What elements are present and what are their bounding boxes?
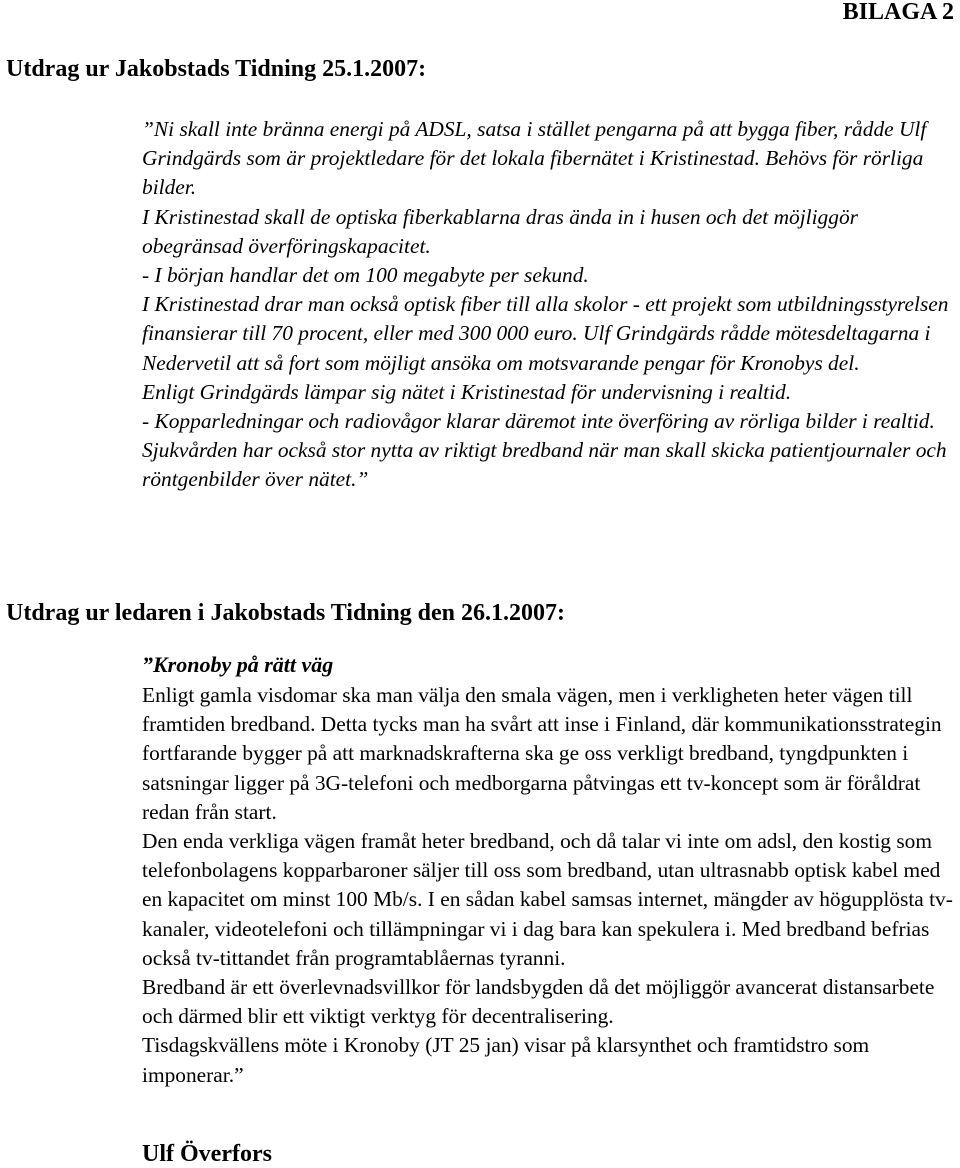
section-heading-jt-25-1: Utdrag ur Jakobstads Tidning 25.1.2007: <box>6 56 427 82</box>
editorial-paragraph: Den enda verkliga vägen framåt heter bredband, och då talar vi inte om adsl, den kostig som telefonbolagens kopparbaroner säljer till oss som bredband, utan ultrasnabb optisk kabel med en kapacitet om minst 100 Mb/s. I en sådan kabel samsas internet, mängder av högupplösta tv-kanaler, videotelefoni och tillämpningar vi i dag bara kan spekulera i. Med bredband befrias också tv-tittandet från programtablåernas tyranni. <box>142 829 953 970</box>
quote-paragraph: - Kopparledningar och radiovågor klarar däremot inte överföring av rörliga bilder i realtid. <box>142 409 935 434</box>
quote-paragraph: I Kristinestad drar man också optisk fiber till alla skolor - ett projekt som utbildningsstyrelsen finansierar till 70 procent, eller med 300 000 euro. Ulf Grindgärds rådde mötesdeltagarna i Nedervetil att så fort som möjligt ansöka om motsvarande pengar för Kronobys del. <box>142 292 949 375</box>
quote-paragraph: ”Ni skall inte bränna energi på ADSL, satsa i stället pengarna på att bygga fiber, rådde Ulf Grindgärds som är projektledare för det lokala fibernätet i Kristinestad. Behövs för rörliga bilder. <box>142 117 927 200</box>
editorial-paragraph: Tisdagskvällens möte i Kronoby (JT 25 jan) visar på klarsynthet och framtidstro som imponerar.” <box>142 1033 870 1087</box>
quote-paragraph: - I början handlar det om 100 megabyte per sekund. <box>142 263 589 288</box>
editorial-title: ”Kronoby på rätt väg <box>142 652 334 677</box>
quote-paragraph: Sjukvården har också stor nytta av riktigt bredband när man skall skicka patientjournaler och röntgenbilder över nätet.” <box>142 438 947 492</box>
editorial-quote <box>142 650 957 1090</box>
quote-paragraph: I Kristinestad skall de optiska fiberkablarna dras ända in i husen och det möjliggör obegränsad överföringskapacitet. <box>142 204 858 258</box>
news-quote <box>142 115 957 495</box>
section-heading-editorial: Utdrag ur ledaren i Jakobstads Tidning den 26.1.2007: <box>6 600 566 626</box>
quote-paragraph: Enligt Grindgärds lämpar sig nätet i Kristinestad för undervisning i realtid. <box>142 379 792 404</box>
editorial-paragraph: Enligt gamla visdomar ska man välja den smala vägen, men i verkligheten heter vägen till framtiden bredband. Detta tycks man ha svårt att inse i Finland, där kommunikationsstrategin fortfarande bygger på att marknadskrafterna ska ge oss verkligt bredband, tyngdpunkten i satsningar ligger på 3G-telefoni och medborgarna påtvingas ett tv-koncept som är föråldrat redan från start. <box>142 683 942 824</box>
signature: Ulf Överfors <box>142 1141 272 1167</box>
editorial-paragraph: Bredband är ett överlevnadsvillkor för landsbygden då det möjliggör avancerat distansarbete och därmed blir ett viktigt verktyg för decentralisering. <box>142 975 935 1029</box>
appendix-label: BILAGA 2 <box>842 0 954 25</box>
